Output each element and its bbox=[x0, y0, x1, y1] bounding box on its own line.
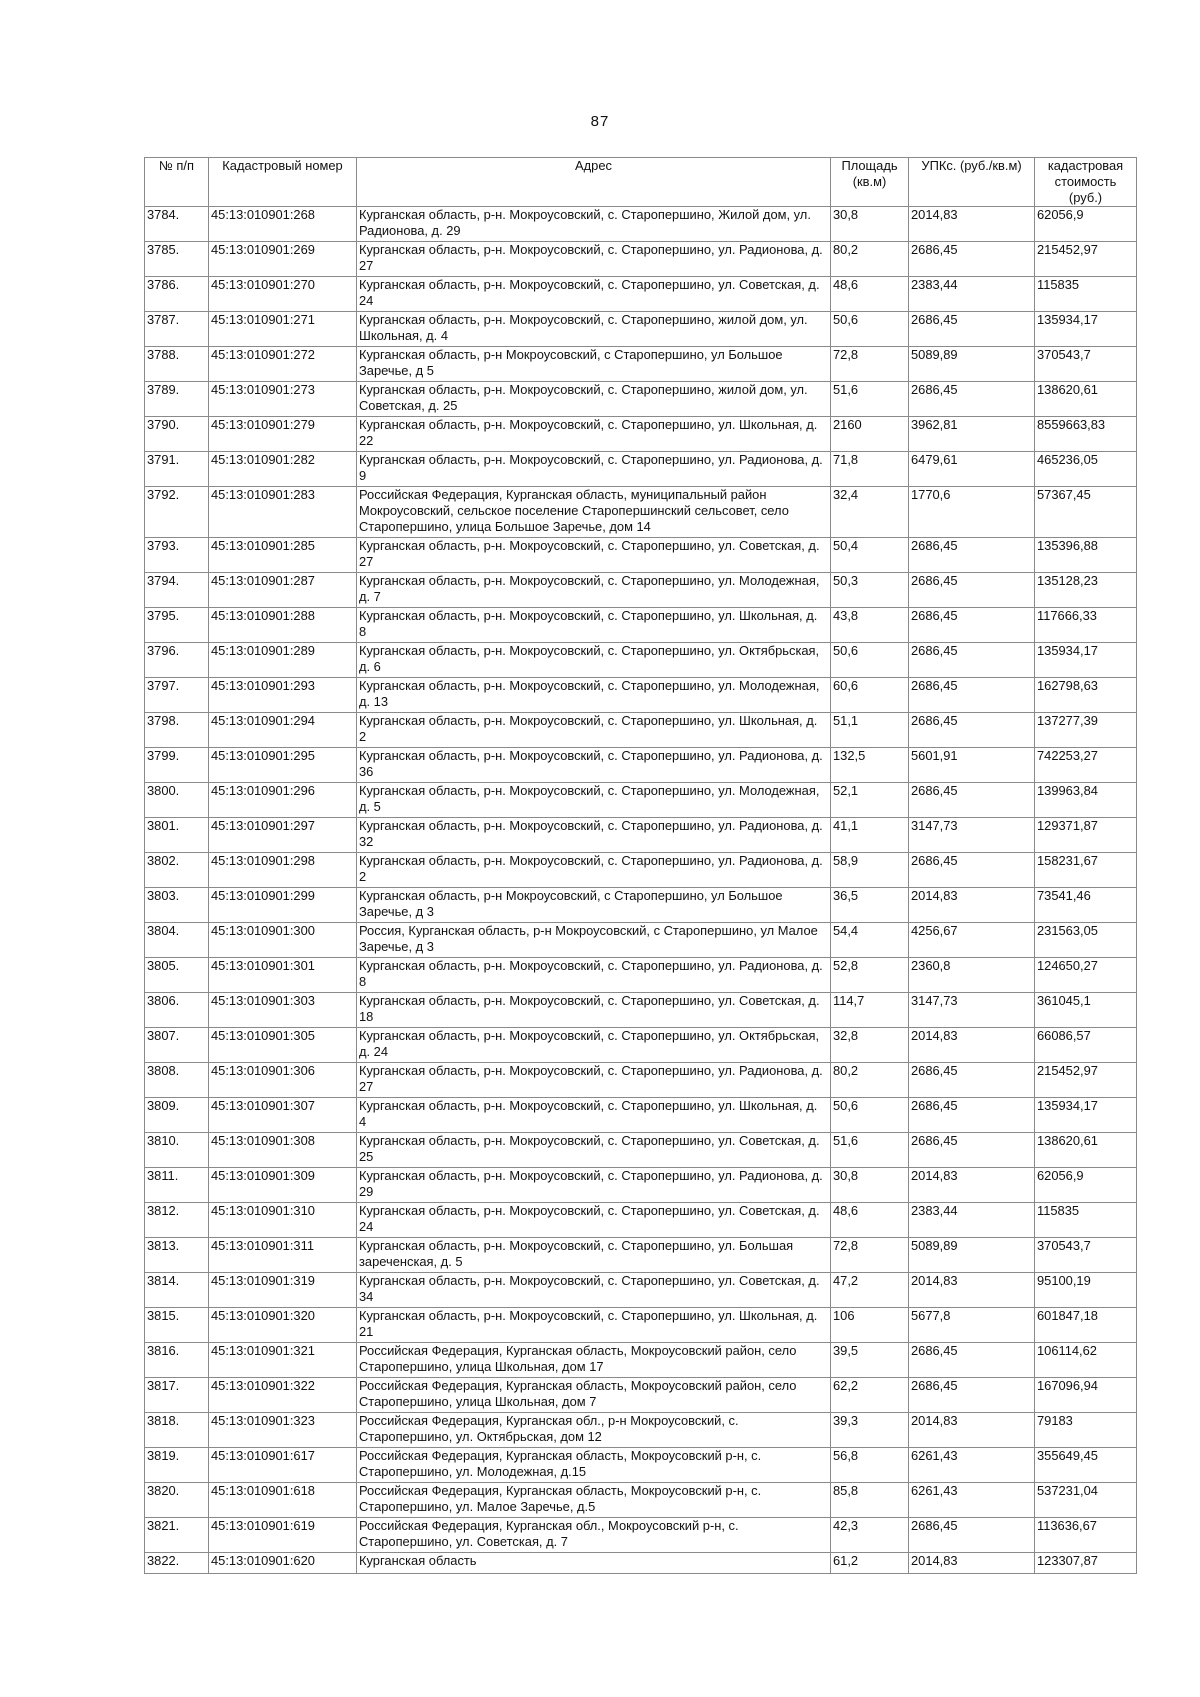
table-row bbox=[145, 853, 1137, 888]
cell-upks: 2686,45 bbox=[909, 853, 1035, 888]
cell-cadastral: 45:13:010901:305 bbox=[209, 1028, 357, 1063]
cell-upks: 2383,44 bbox=[909, 277, 1035, 312]
cell-cadastral: 45:13:010901:309 bbox=[209, 1168, 357, 1203]
cell-address: Курганская область, р-н. Мокроусовский, с. Старопершино, ул. Радионова, д. 29 bbox=[357, 1168, 831, 1203]
cell-cost: 135934,17 bbox=[1035, 643, 1137, 678]
cell-num: 3784. bbox=[145, 207, 209, 242]
cell-num: 3787. bbox=[145, 312, 209, 347]
table-row bbox=[145, 888, 1137, 923]
cell-cost: 8559663,83 bbox=[1035, 417, 1137, 452]
cell-area: 47,2 bbox=[831, 1273, 909, 1308]
cell-cadastral: 45:13:010901:283 bbox=[209, 487, 357, 538]
cell-area: 106 bbox=[831, 1308, 909, 1343]
cell-num: 3817. bbox=[145, 1378, 209, 1413]
cell-upks: 2686,45 bbox=[909, 573, 1035, 608]
table-row bbox=[145, 748, 1137, 783]
cell-cadastral: 45:13:010901:282 bbox=[209, 452, 357, 487]
cell-cost: 231563,05 bbox=[1035, 923, 1137, 958]
table-row bbox=[145, 1448, 1137, 1483]
cell-area: 51,6 bbox=[831, 382, 909, 417]
cell-num: 3805. bbox=[145, 958, 209, 993]
cell-address: Курганская область, р-н. Мокроусовский, с. Старопершино, ул. Молодежная, д. 13 bbox=[357, 678, 831, 713]
cell-cost: 106114,62 bbox=[1035, 1343, 1137, 1378]
cell-cadastral: 45:13:010901:301 bbox=[209, 958, 357, 993]
cell-cost: 361045,1 bbox=[1035, 993, 1137, 1028]
cell-cost: 215452,97 bbox=[1035, 242, 1137, 277]
cell-num: 3793. bbox=[145, 538, 209, 573]
cell-address: Курганская область, р-н. Мокроусовский, с. Старопершино, Жилой дом, ул. Радионова, д. 29 bbox=[357, 207, 831, 242]
cell-cadastral: 45:13:010901:320 bbox=[209, 1308, 357, 1343]
cell-cost: 129371,87 bbox=[1035, 818, 1137, 853]
cell-num: 3789. bbox=[145, 382, 209, 417]
cell-cost: 138620,61 bbox=[1035, 382, 1137, 417]
cell-upks: 5601,91 bbox=[909, 748, 1035, 783]
cell-area: 52,8 bbox=[831, 958, 909, 993]
table-row bbox=[145, 923, 1137, 958]
cell-cadastral: 45:13:010901:306 bbox=[209, 1063, 357, 1098]
cell-area: 2160 bbox=[831, 417, 909, 452]
cell-cadastral: 45:13:010901:294 bbox=[209, 713, 357, 748]
cell-num: 3810. bbox=[145, 1133, 209, 1168]
table-row bbox=[145, 818, 1137, 853]
cell-cost: 370543,7 bbox=[1035, 1238, 1137, 1273]
cell-num: 3796. bbox=[145, 643, 209, 678]
cell-upks: 3962,81 bbox=[909, 417, 1035, 452]
header-cadastral: Кадастровый номер bbox=[209, 158, 357, 207]
cell-address: Курганская область, р-н. Мокроусовский, с. Старопершино, ул. Молодежная, д. 5 bbox=[357, 783, 831, 818]
cell-address: Курганская область, р-н. Мокроусовский, с. Старопершино, ул. Советская, д. 24 bbox=[357, 1203, 831, 1238]
cell-area: 71,8 bbox=[831, 452, 909, 487]
cell-address: Курганская область, р-н. Мокроусовский, с. Старопершино, ул. Октябрьская, д. 24 bbox=[357, 1028, 831, 1063]
cell-cadastral: 45:13:010901:287 bbox=[209, 573, 357, 608]
cell-num: 3818. bbox=[145, 1413, 209, 1448]
table-row bbox=[145, 312, 1137, 347]
table-row bbox=[145, 417, 1137, 452]
cell-area: 54,4 bbox=[831, 923, 909, 958]
cell-address: Курганская область, р-н. Мокроусовский, с. Старопершино, ул. Радионова, д. 32 bbox=[357, 818, 831, 853]
cell-cost: 742253,27 bbox=[1035, 748, 1137, 783]
cell-cadastral: 45:13:010901:270 bbox=[209, 277, 357, 312]
cell-upks: 3147,73 bbox=[909, 818, 1035, 853]
cell-area: 39,5 bbox=[831, 1343, 909, 1378]
cell-cadastral: 45:13:010901:296 bbox=[209, 783, 357, 818]
cell-cadastral: 45:13:010901:618 bbox=[209, 1483, 357, 1518]
cell-address: Российская Федерация, Курганская область, Мокроусовский р-н, с. Старопершино, ул. Молодежная, д.15 bbox=[357, 1448, 831, 1483]
cell-num: 3798. bbox=[145, 713, 209, 748]
cell-cost: 135934,17 bbox=[1035, 312, 1137, 347]
cell-num: 3816. bbox=[145, 1343, 209, 1378]
table-row bbox=[145, 207, 1137, 242]
cell-address: Курганская область, р-н Мокроусовский, с Старопершино, ул Большое Заречье, д 5 bbox=[357, 347, 831, 382]
cell-cadastral: 45:13:010901:310 bbox=[209, 1203, 357, 1238]
cell-num: 3788. bbox=[145, 347, 209, 382]
cell-cost: 537231,04 bbox=[1035, 1483, 1137, 1518]
cell-cost: 115835 bbox=[1035, 1203, 1137, 1238]
cell-cost: 139963,84 bbox=[1035, 783, 1137, 818]
cell-upks: 2686,45 bbox=[909, 312, 1035, 347]
cell-address: Российская Федерация, Курганская обл., р-н Мокроусовский, с. Старопершино, ул. Октябрьская, дом 12 bbox=[357, 1413, 831, 1448]
cell-address: Российская Федерация, Курганская область, Мокроусовский район, село Старопершино, улица Школьная, дом 7 bbox=[357, 1378, 831, 1413]
cell-cost: 465236,05 bbox=[1035, 452, 1137, 487]
cell-cadastral: 45:13:010901:273 bbox=[209, 382, 357, 417]
cell-num: 3791. bbox=[145, 452, 209, 487]
cell-cadastral: 45:13:010901:303 bbox=[209, 993, 357, 1028]
table-row bbox=[145, 1098, 1137, 1133]
cell-address: Курганская область, р-н Мокроусовский, с Старопершино, ул Большое Заречье, д 3 bbox=[357, 888, 831, 923]
cell-area: 51,6 bbox=[831, 1133, 909, 1168]
table-row bbox=[145, 608, 1137, 643]
cell-cadastral: 45:13:010901:321 bbox=[209, 1343, 357, 1378]
table-row bbox=[145, 1238, 1137, 1273]
cell-cadastral: 45:13:010901:617 bbox=[209, 1448, 357, 1483]
cell-num: 3821. bbox=[145, 1518, 209, 1553]
cell-cadastral: 45:13:010901:295 bbox=[209, 748, 357, 783]
cell-area: 58,9 bbox=[831, 853, 909, 888]
table-row bbox=[145, 1518, 1137, 1553]
cell-num: 3815. bbox=[145, 1308, 209, 1343]
table-row bbox=[145, 1343, 1137, 1378]
cell-cadastral: 45:13:010901:269 bbox=[209, 242, 357, 277]
cell-upks: 5677,8 bbox=[909, 1308, 1035, 1343]
cell-cost: 79183 bbox=[1035, 1413, 1137, 1448]
cell-address: Курганская область, р-н. Мокроусовский, с. Старопершино, ул. Большая зареченская, д. 5 bbox=[357, 1238, 831, 1273]
table-row bbox=[145, 1553, 1137, 1574]
cell-num: 3819. bbox=[145, 1448, 209, 1483]
cell-cost: 137277,39 bbox=[1035, 713, 1137, 748]
cell-num: 3797. bbox=[145, 678, 209, 713]
table-header-row bbox=[145, 158, 1137, 207]
cell-address: Курганская область, р-н. Мокроусовский, с. Старопершино, ул. Советская, д. 24 bbox=[357, 277, 831, 312]
page-number: 87 bbox=[590, 113, 610, 130]
cell-cost: 158231,67 bbox=[1035, 853, 1137, 888]
cell-upks: 2686,45 bbox=[909, 242, 1035, 277]
cell-cost: 73541,46 bbox=[1035, 888, 1137, 923]
header-num: № п/п bbox=[145, 158, 209, 207]
cell-num: 3802. bbox=[145, 853, 209, 888]
cell-address: Курганская область bbox=[357, 1553, 831, 1574]
cell-cadastral: 45:13:010901:271 bbox=[209, 312, 357, 347]
cell-area: 61,2 bbox=[831, 1553, 909, 1574]
cell-address: Курганская область, р-н. Мокроусовский, с. Старопершино, жилой дом, ул. Школьная, д. 4 bbox=[357, 312, 831, 347]
cell-address: Курганская область, р-н. Мокроусовский, с. Старопершино, ул. Школьная, д. 8 bbox=[357, 608, 831, 643]
cell-area: 80,2 bbox=[831, 242, 909, 277]
cell-num: 3803. bbox=[145, 888, 209, 923]
cell-area: 50,6 bbox=[831, 643, 909, 678]
cell-upks: 2686,45 bbox=[909, 783, 1035, 818]
cell-upks: 4256,67 bbox=[909, 923, 1035, 958]
table-row bbox=[145, 1168, 1137, 1203]
cell-address: Курганская область, р-н. Мокроусовский, с. Старопершино, ул. Радионова, д. 27 bbox=[357, 1063, 831, 1098]
cell-num: 3792. bbox=[145, 487, 209, 538]
cell-cost: 162798,63 bbox=[1035, 678, 1137, 713]
cell-area: 32,4 bbox=[831, 487, 909, 538]
cell-cost: 138620,61 bbox=[1035, 1133, 1137, 1168]
cell-num: 3801. bbox=[145, 818, 209, 853]
cell-address: Курганская область, р-н. Мокроусовский, с. Старопершино, ул. Советская, д. 18 bbox=[357, 993, 831, 1028]
table-row bbox=[145, 487, 1137, 538]
cell-area: 62,2 bbox=[831, 1378, 909, 1413]
cell-address: Курганская область, р-н. Мокроусовский, с. Старопершино, ул. Советская, д. 27 bbox=[357, 538, 831, 573]
table-row bbox=[145, 382, 1137, 417]
table-row bbox=[145, 643, 1137, 678]
cell-cadastral: 45:13:010901:308 bbox=[209, 1133, 357, 1168]
cell-num: 3809. bbox=[145, 1098, 209, 1133]
cell-area: 30,8 bbox=[831, 207, 909, 242]
cell-cadastral: 45:13:010901:620 bbox=[209, 1553, 357, 1574]
table-row bbox=[145, 1063, 1137, 1098]
cell-num: 3804. bbox=[145, 923, 209, 958]
table-row bbox=[145, 713, 1137, 748]
cell-address: Курганская область, р-н. Мокроусовский, с. Старопершино, ул. Советская, д. 34 bbox=[357, 1273, 831, 1308]
cell-area: 30,8 bbox=[831, 1168, 909, 1203]
cell-cost: 62056,9 bbox=[1035, 1168, 1137, 1203]
table-row bbox=[145, 993, 1137, 1028]
cell-area: 41,1 bbox=[831, 818, 909, 853]
header-cost: кадастровая стоимость (руб.) bbox=[1035, 158, 1137, 207]
cell-upks: 2686,45 bbox=[909, 538, 1035, 573]
cell-area: 36,5 bbox=[831, 888, 909, 923]
cell-cost: 135934,17 bbox=[1035, 1098, 1137, 1133]
cell-num: 3808. bbox=[145, 1063, 209, 1098]
cell-num: 3795. bbox=[145, 608, 209, 643]
cell-cadastral: 45:13:010901:289 bbox=[209, 643, 357, 678]
table-row bbox=[145, 347, 1137, 382]
cell-address: Курганская область, р-н. Мокроусовский, с. Старопершино, ул. Радионова, д. 9 bbox=[357, 452, 831, 487]
table-row bbox=[145, 1483, 1137, 1518]
cell-num: 3822. bbox=[145, 1553, 209, 1574]
cell-area: 51,1 bbox=[831, 713, 909, 748]
cell-cost: 117666,33 bbox=[1035, 608, 1137, 643]
cell-cost: 355649,45 bbox=[1035, 1448, 1137, 1483]
cell-area: 114,7 bbox=[831, 993, 909, 1028]
cell-upks: 2686,45 bbox=[909, 1133, 1035, 1168]
table-row bbox=[145, 1273, 1137, 1308]
cell-area: 50,6 bbox=[831, 312, 909, 347]
cell-cost: 135396,88 bbox=[1035, 538, 1137, 573]
cell-num: 3811. bbox=[145, 1168, 209, 1203]
cell-cost: 167096,94 bbox=[1035, 1378, 1137, 1413]
cell-upks: 2686,45 bbox=[909, 1063, 1035, 1098]
cell-cost: 135128,23 bbox=[1035, 573, 1137, 608]
cell-upks: 2360,8 bbox=[909, 958, 1035, 993]
cell-cadastral: 45:13:010901:619 bbox=[209, 1518, 357, 1553]
cell-address: Курганская область, р-н. Мокроусовский, с. Старопершино, ул. Молодежная, д. 7 bbox=[357, 573, 831, 608]
cell-address: Россия, Курганская область, р-н Мокроусовский, с Старопершино, ул Малое Заречье, д 3 bbox=[357, 923, 831, 958]
table-row bbox=[145, 1308, 1137, 1343]
cell-upks: 5089,89 bbox=[909, 1238, 1035, 1273]
cell-address: Курганская область, р-н. Мокроусовский, с. Старопершино, жилой дом, ул. Советская, д. 25 bbox=[357, 382, 831, 417]
cell-upks: 2686,45 bbox=[909, 1378, 1035, 1413]
header-area: Площадь (кв.м) bbox=[831, 158, 909, 207]
cell-upks: 2686,45 bbox=[909, 643, 1035, 678]
cell-upks: 2014,83 bbox=[909, 1168, 1035, 1203]
cell-num: 3806. bbox=[145, 993, 209, 1028]
cell-cadastral: 45:13:010901:272 bbox=[209, 347, 357, 382]
cell-upks: 2686,45 bbox=[909, 1098, 1035, 1133]
cell-area: 48,6 bbox=[831, 277, 909, 312]
cell-num: 3786. bbox=[145, 277, 209, 312]
cell-upks: 1770,6 bbox=[909, 487, 1035, 538]
cell-area: 50,3 bbox=[831, 573, 909, 608]
cell-num: 3813. bbox=[145, 1238, 209, 1273]
cell-upks: 5089,89 bbox=[909, 347, 1035, 382]
cell-upks: 2686,45 bbox=[909, 1343, 1035, 1378]
table-row bbox=[145, 1413, 1137, 1448]
cell-upks: 2686,45 bbox=[909, 678, 1035, 713]
cell-area: 80,2 bbox=[831, 1063, 909, 1098]
cell-num: 3807. bbox=[145, 1028, 209, 1063]
cell-cadastral: 45:13:010901:298 bbox=[209, 853, 357, 888]
table-row bbox=[145, 1028, 1137, 1063]
cell-upks: 2383,44 bbox=[909, 1203, 1035, 1238]
header-address: Адрес bbox=[357, 158, 831, 207]
cell-cost: 123307,87 bbox=[1035, 1553, 1137, 1574]
cell-upks: 6261,43 bbox=[909, 1483, 1035, 1518]
cell-num: 3785. bbox=[145, 242, 209, 277]
cell-cadastral: 45:13:010901:322 bbox=[209, 1378, 357, 1413]
table-row bbox=[145, 958, 1137, 993]
cell-num: 3794. bbox=[145, 573, 209, 608]
table-body bbox=[145, 207, 1137, 1574]
cadastral-table bbox=[144, 157, 1137, 1574]
cell-cost: 215452,97 bbox=[1035, 1063, 1137, 1098]
cell-area: 72,8 bbox=[831, 347, 909, 382]
cell-area: 50,4 bbox=[831, 538, 909, 573]
cell-address: Российская Федерация, Курганская область, Мокроусовский р-н, с. Старопершино, ул. Малое Заречье, д.5 bbox=[357, 1483, 831, 1518]
cell-cost: 370543,7 bbox=[1035, 347, 1137, 382]
cell-address: Курганская область, р-н. Мокроусовский, с. Старопершино, ул. Школьная, д. 4 bbox=[357, 1098, 831, 1133]
cell-area: 60,6 bbox=[831, 678, 909, 713]
table-row bbox=[145, 277, 1137, 312]
cell-cadastral: 45:13:010901:319 bbox=[209, 1273, 357, 1308]
table-row bbox=[145, 242, 1137, 277]
cell-upks: 2686,45 bbox=[909, 1518, 1035, 1553]
cell-num: 3790. bbox=[145, 417, 209, 452]
cell-cost: 113636,67 bbox=[1035, 1518, 1137, 1553]
cell-num: 3814. bbox=[145, 1273, 209, 1308]
cell-num: 3800. bbox=[145, 783, 209, 818]
cell-area: 85,8 bbox=[831, 1483, 909, 1518]
cell-area: 72,8 bbox=[831, 1238, 909, 1273]
table-row bbox=[145, 452, 1137, 487]
cell-cadastral: 45:13:010901:288 bbox=[209, 608, 357, 643]
cell-upks: 6261,43 bbox=[909, 1448, 1035, 1483]
cell-address: Курганская область, р-н. Мокроусовский, с. Старопершино, ул. Школьная, д. 22 bbox=[357, 417, 831, 452]
cell-address: Курганская область, р-н. Мокроусовский, с. Старопершино, ул. Октябрьская, д. 6 bbox=[357, 643, 831, 678]
cell-area: 52,1 bbox=[831, 783, 909, 818]
cell-cost: 62056,9 bbox=[1035, 207, 1137, 242]
cell-cadastral: 45:13:010901:311 bbox=[209, 1238, 357, 1273]
cell-upks: 2686,45 bbox=[909, 382, 1035, 417]
table-row bbox=[145, 1203, 1137, 1238]
cell-cadastral: 45:13:010901:279 bbox=[209, 417, 357, 452]
cell-address: Курганская область, р-н. Мокроусовский, с. Старопершино, ул. Радионова, д. 8 bbox=[357, 958, 831, 993]
cell-cost: 601847,18 bbox=[1035, 1308, 1137, 1343]
cell-upks: 2014,83 bbox=[909, 1028, 1035, 1063]
cell-upks: 6479,61 bbox=[909, 452, 1035, 487]
cell-cadastral: 45:13:010901:300 bbox=[209, 923, 357, 958]
cell-cadastral: 45:13:010901:293 bbox=[209, 678, 357, 713]
cell-area: 48,6 bbox=[831, 1203, 909, 1238]
cell-cadastral: 45:13:010901:307 bbox=[209, 1098, 357, 1133]
cell-upks: 2014,83 bbox=[909, 1553, 1035, 1574]
cell-num: 3799. bbox=[145, 748, 209, 783]
table-row bbox=[145, 1378, 1137, 1413]
cell-address: Российская Федерация, Курганская область, Мокроусовский район, село Старопершино, улица Школьная, дом 17 bbox=[357, 1343, 831, 1378]
cell-upks: 2686,45 bbox=[909, 608, 1035, 643]
cell-address: Курганская область, р-н. Мокроусовский, с. Старопершино, ул. Школьная, д. 2 bbox=[357, 713, 831, 748]
cell-address: Российская Федерация, Курганская обл., Мокроусовский р-н, с. Старопершино, ул. Советская, д. 7 bbox=[357, 1518, 831, 1553]
cell-address: Курганская область, р-н. Мокроусовский, с. Старопершино, ул. Радионова, д. 36 bbox=[357, 748, 831, 783]
cell-upks: 2686,45 bbox=[909, 713, 1035, 748]
cell-cost: 115835 bbox=[1035, 277, 1137, 312]
cell-cadastral: 45:13:010901:299 bbox=[209, 888, 357, 923]
cell-cost: 124650,27 bbox=[1035, 958, 1137, 993]
cell-area: 42,3 bbox=[831, 1518, 909, 1553]
cell-cost: 95100,19 bbox=[1035, 1273, 1137, 1308]
cell-cadastral: 45:13:010901:285 bbox=[209, 538, 357, 573]
table-row bbox=[145, 1133, 1137, 1168]
cell-upks: 2014,83 bbox=[909, 207, 1035, 242]
table-row bbox=[145, 538, 1137, 573]
cell-cadastral: 45:13:010901:297 bbox=[209, 818, 357, 853]
cell-area: 39,3 bbox=[831, 1413, 909, 1448]
cell-area: 50,6 bbox=[831, 1098, 909, 1133]
cell-area: 132,5 bbox=[831, 748, 909, 783]
cell-num: 3812. bbox=[145, 1203, 209, 1238]
cell-upks: 3147,73 bbox=[909, 993, 1035, 1028]
cell-address: Курганская область, р-н. Мокроусовский, с. Старопершино, ул. Радионова, д. 27 bbox=[357, 242, 831, 277]
cell-upks: 2014,83 bbox=[909, 888, 1035, 923]
cell-cost: 66086,57 bbox=[1035, 1028, 1137, 1063]
cell-area: 56,8 bbox=[831, 1448, 909, 1483]
cell-num: 3820. bbox=[145, 1483, 209, 1518]
table-row bbox=[145, 573, 1137, 608]
cell-cost: 57367,45 bbox=[1035, 487, 1137, 538]
cell-upks: 2014,83 bbox=[909, 1413, 1035, 1448]
cell-area: 32,8 bbox=[831, 1028, 909, 1063]
cell-address: Курганская область, р-н. Мокроусовский, с. Старопершино, ул. Советская, д. 25 bbox=[357, 1133, 831, 1168]
cell-area: 43,8 bbox=[831, 608, 909, 643]
table-row bbox=[145, 783, 1137, 818]
cell-address: Курганская область, р-н. Мокроусовский, с. Старопершино, ул. Радионова, д. 2 bbox=[357, 853, 831, 888]
cell-upks: 2014,83 bbox=[909, 1273, 1035, 1308]
cell-address: Российская Федерация, Курганская область, муниципальный район Мокроусовский, сельское поселение Старопершинский сельсовет, село Старопершино, улица Большое Заречье, дом 14 bbox=[357, 487, 831, 538]
cell-cadastral: 45:13:010901:323 bbox=[209, 1413, 357, 1448]
cell-cadastral: 45:13:010901:268 bbox=[209, 207, 357, 242]
header-upks: УПКс. (руб./кв.м) bbox=[909, 158, 1035, 207]
cell-address: Курганская область, р-н. Мокроусовский, с. Старопершино, ул. Школьная, д. 21 bbox=[357, 1308, 831, 1343]
table-row bbox=[145, 678, 1137, 713]
